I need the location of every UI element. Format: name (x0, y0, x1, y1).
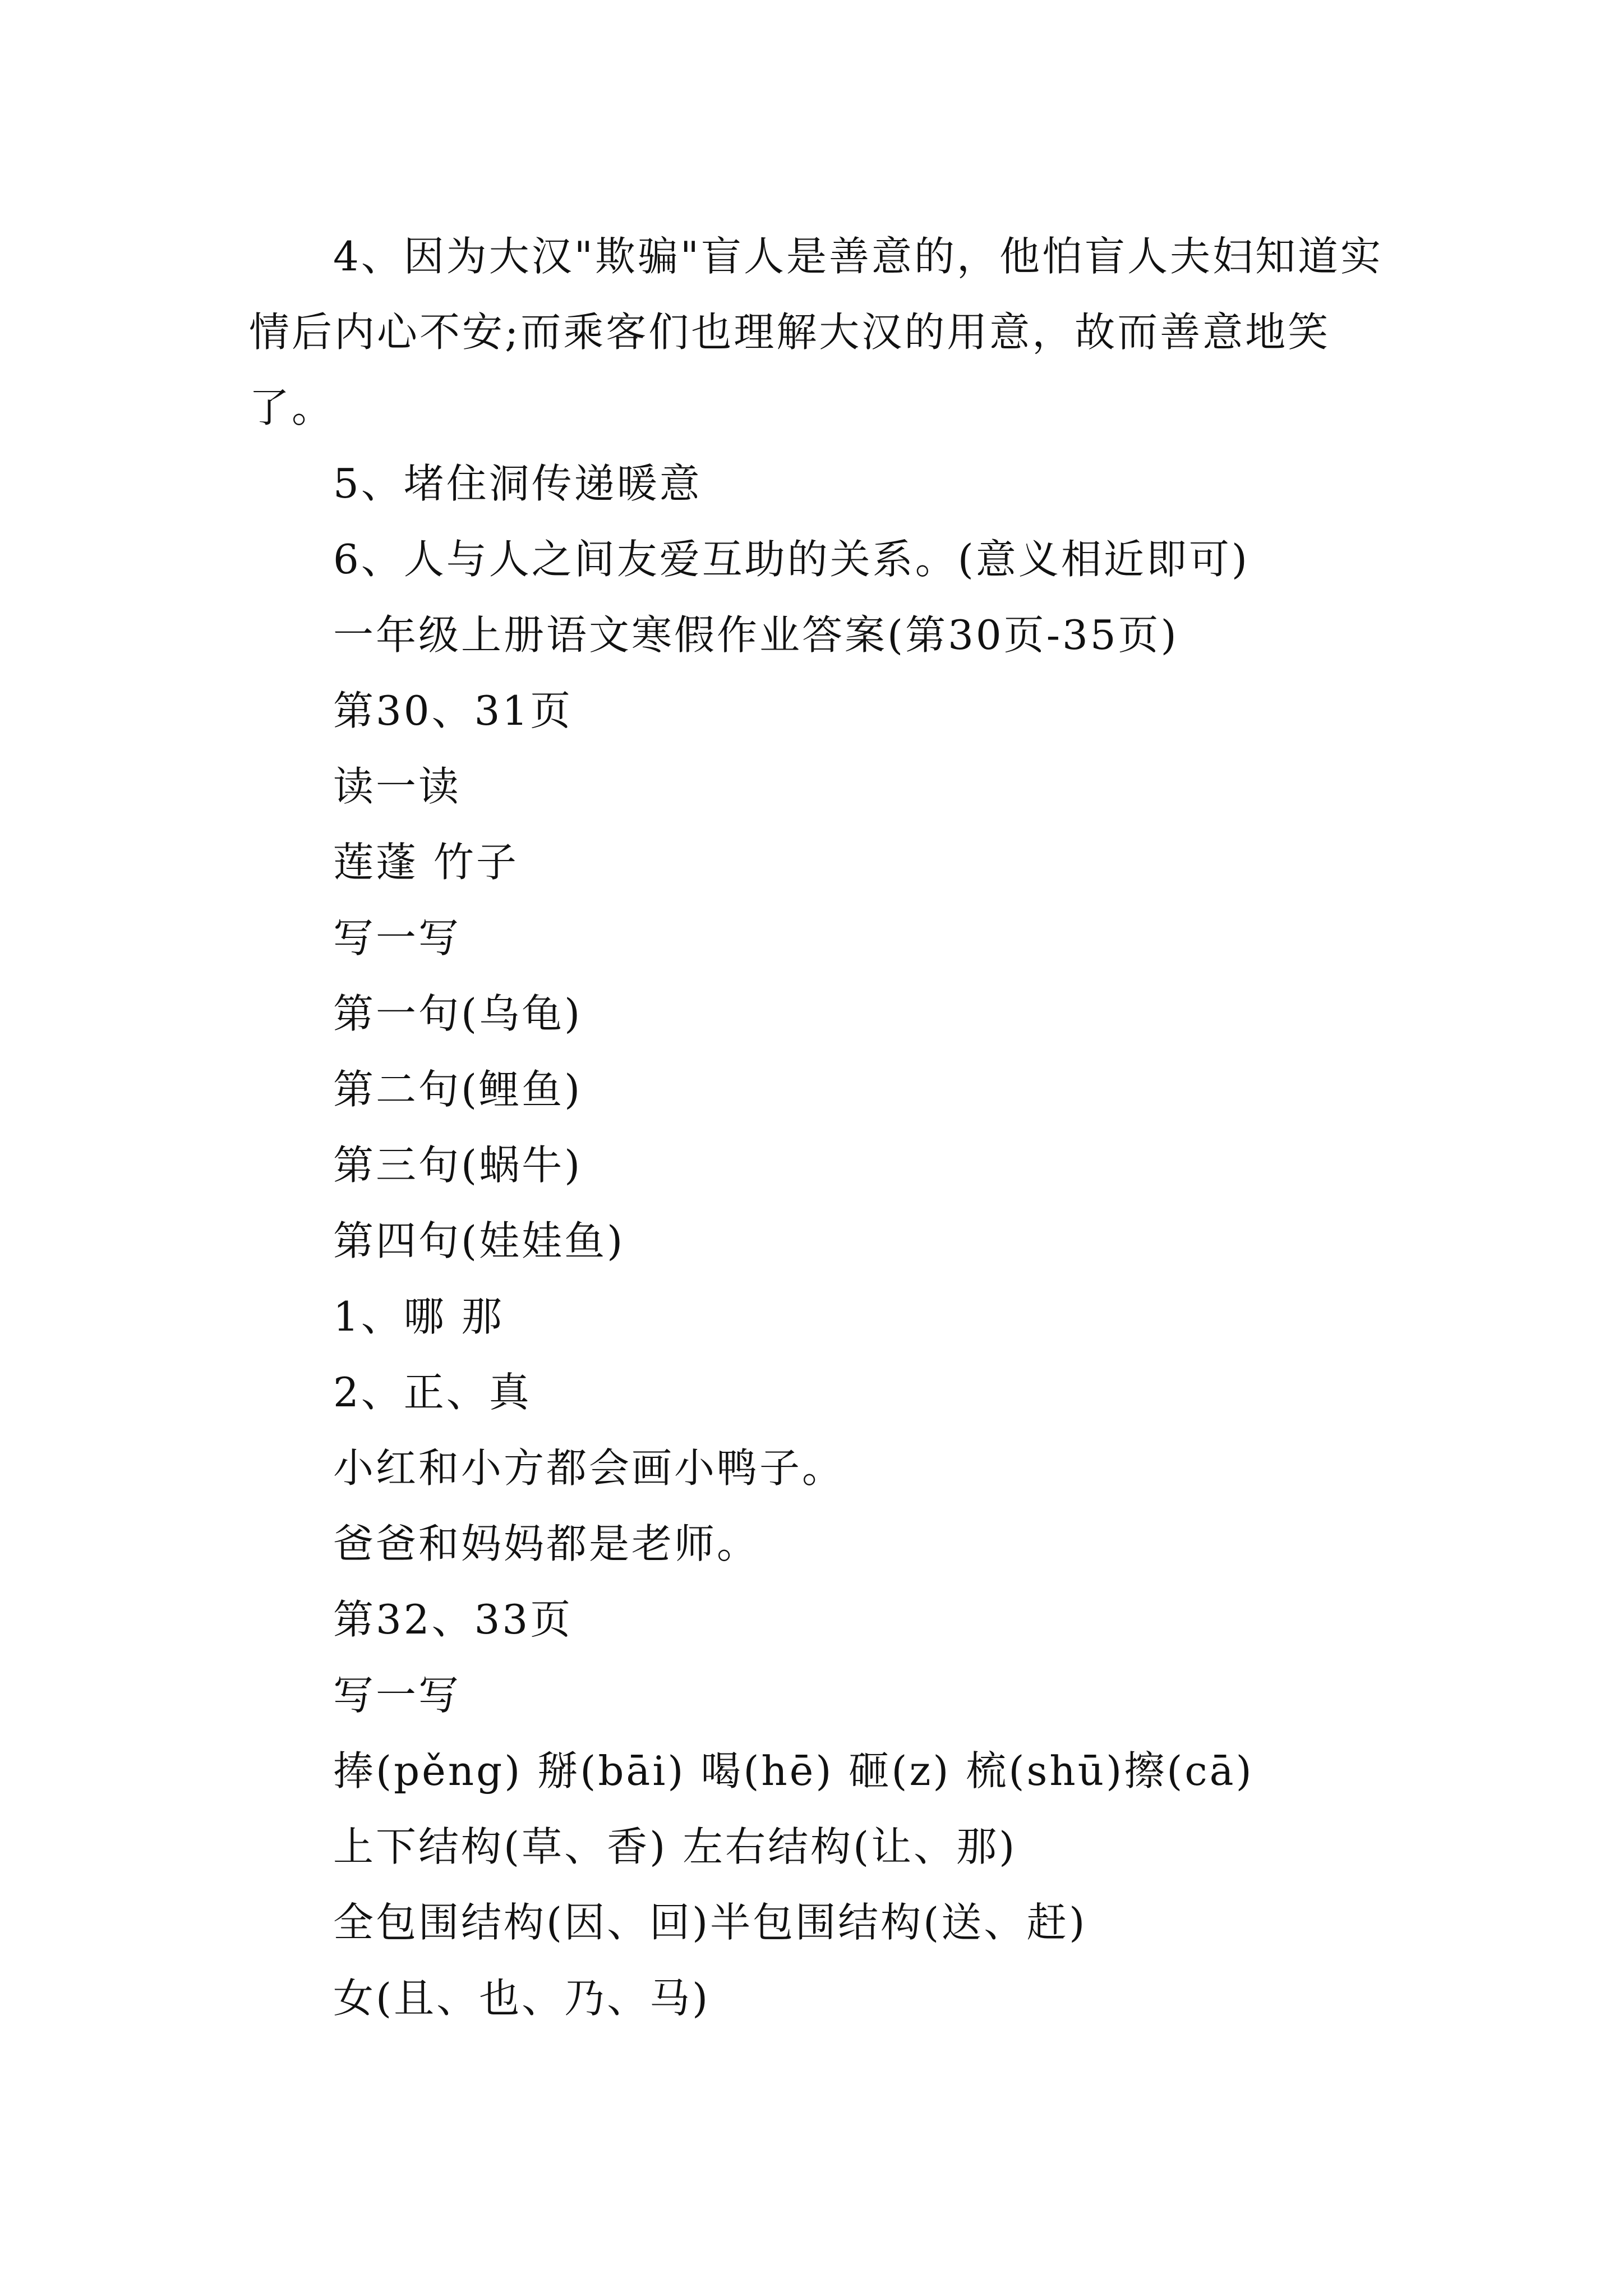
answer-line: 第二句(鲤鱼) (333, 1066, 583, 1113)
answer-line: 1、哪 那 (333, 1293, 504, 1340)
answer-line: 爸爸和妈妈都是老师。 (333, 1520, 760, 1567)
answer-line-6: 6、人与人之间友爱互助的关系。(意义相近即可) (333, 536, 1249, 583)
exercise-label-write: 写一写 (333, 914, 462, 961)
page-range-heading: 第32、33页 (333, 1596, 573, 1643)
answer-line: 第一句(乌龟) (333, 990, 583, 1037)
document-body (249, 219, 1387, 2036)
answer-line: 女(且、也、乃、马) (333, 1975, 711, 2022)
section-heading: 一年级上册语文寒假作业答案(第30页-35页) (333, 611, 1179, 659)
exercise-label-write: 写一写 (333, 1672, 462, 1719)
answer-line: 第四句(娃娃鱼) (333, 1217, 625, 1264)
answer-line: 第三句(蜗牛) (333, 1142, 583, 1189)
answer-line-5: 5、堵住洞传递暖意 (333, 460, 702, 507)
exercise-label-read: 读一读 (333, 763, 462, 810)
page-range-heading: 第30、31页 (333, 687, 573, 734)
answer-paragraph-4: 4、因为大汉"欺骗"盲人是善意的，他怕盲人夫妇知道实情后内心不安;而乘客们也理解大汉的用意，故而善意地笑了。 (249, 233, 1384, 431)
answer-line: 小红和小方都会画小鸭子。 (333, 1444, 845, 1492)
answer-line: 上下结构(草、香) 左右结构(让、那) (333, 1823, 1017, 1870)
answer-line: 全包围结构(因、回)半包围结构(送、赶) (333, 1899, 1087, 1946)
answer-line: 2、正、真 (333, 1369, 532, 1416)
answer-line: 莲蓬 竹子 (333, 839, 519, 886)
answer-line-pinyin: 捧(pěng) 掰(bāi) 喝(hē) 砸(z) 梳(shū)擦(cā) (333, 1747, 1254, 1795)
